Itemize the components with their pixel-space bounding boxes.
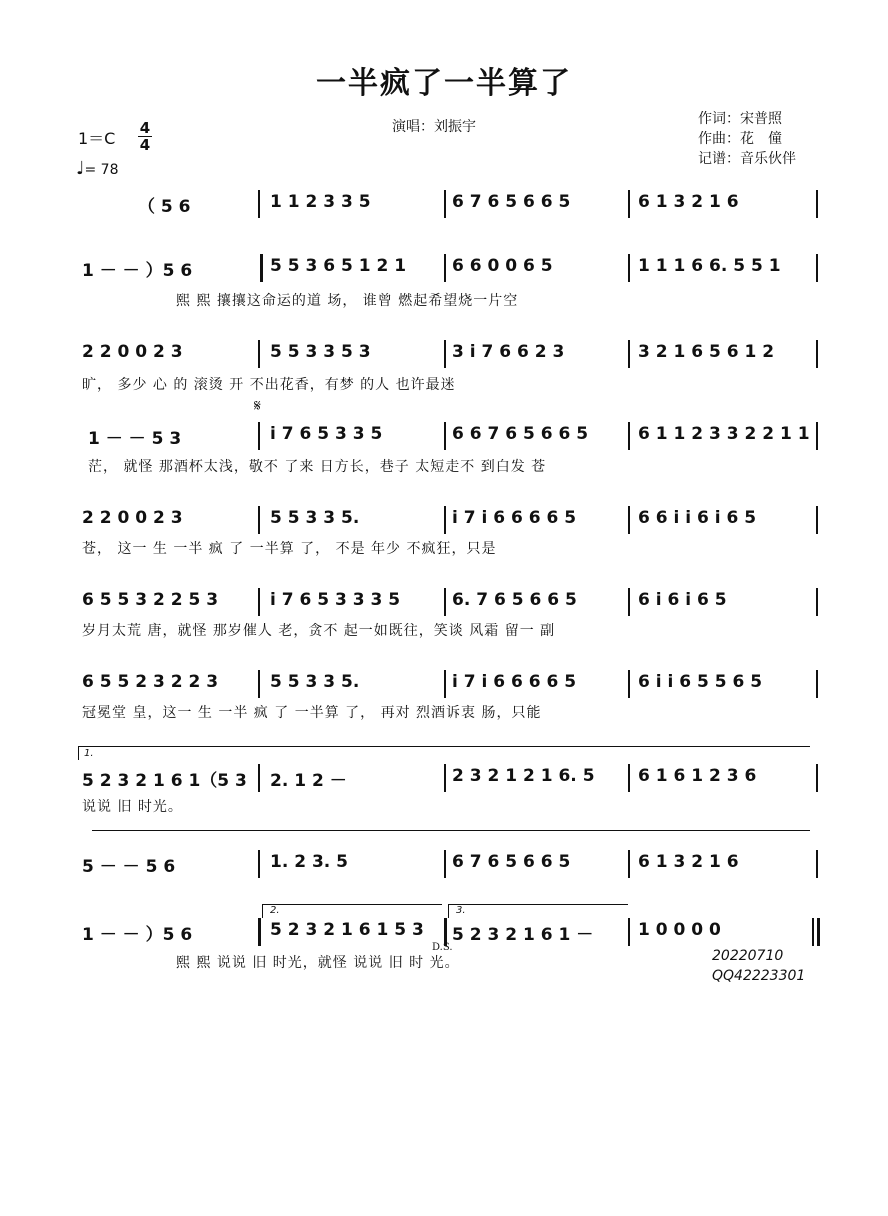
measure-7-2: 5 5 3 3 5. [270, 672, 360, 692]
song-title: 一半疯了一半算了 [316, 66, 572, 101]
tempo-marking [76, 158, 119, 179]
barline [444, 506, 446, 534]
lyrics-line-2: 熙 熙 攘攘这命运的道 场， 谁曾 燃起希望烧一片空 [176, 293, 519, 309]
volta-3-bracket-edge [448, 904, 449, 918]
volta-1-bracket-edge [78, 746, 79, 760]
measure-2-4: 1 1 1 6 6. 5 5 1 [638, 256, 781, 276]
repeat-start-barline [260, 254, 263, 282]
measure-9-2: 1. 2 3. 5 [270, 852, 348, 872]
section-divider [92, 830, 810, 831]
measure-1-1: （ 5 6 [138, 197, 191, 217]
lyrics-line-8: 说说 旧 时光。 [82, 799, 183, 815]
dal-segno-mark: D.S. [432, 942, 453, 953]
barline [444, 422, 446, 450]
measure-6-3: 6. 7 6 5 6 6 5 [452, 590, 577, 610]
measure-2-2: 5 5 3 6 5 1 2 1 [270, 256, 407, 276]
barline [258, 764, 260, 792]
volta-3-label: 3. [456, 905, 466, 916]
barline [258, 340, 260, 368]
volta-2-bracket [262, 904, 442, 905]
final-barline-thin [812, 918, 814, 946]
lyrics-line-6: 岁月太荒 唐，就怪 那岁催人 老，贪不 起一如既往，笑谈 风霜 留一 副 [82, 623, 556, 639]
barline [628, 670, 630, 698]
measure-6-4: 6 i 6 i 6 5 [638, 590, 727, 610]
measure-7-1: 6 5 5 2 3 2 2 3 [82, 672, 219, 692]
measure-5-2: 5 5 3 3 5. [270, 508, 360, 528]
measure-5-3: i 7 i 6 6 6 6 5 [452, 508, 577, 528]
composer-credit: 作曲：花 僮 [698, 131, 782, 147]
barline [628, 918, 630, 946]
measure-4-2: i 7 6 5 3 3 5 [270, 424, 383, 444]
measure-1-4: 6 1 3 2 1 6 [638, 192, 739, 212]
volta-2-bracket-edge [262, 904, 263, 918]
measure-10-2: 5 2 3 2 1 6 1 5 3 [270, 920, 424, 940]
measure-2-1: 1 － － ）5 6 [82, 261, 193, 281]
measure-9-4: 6 1 3 2 1 6 [638, 852, 739, 872]
barline [444, 670, 446, 698]
barline [258, 422, 260, 450]
barline [816, 506, 818, 534]
measure-9-1: 5 － － 5 6 [82, 857, 176, 877]
barline [628, 422, 630, 450]
measure-1-2: 1 1 2 3 3 5 [270, 192, 371, 212]
lyrics-line-7: 冠冕堂 皇，这一 生 一半 疯 了 一半算 了， 再对 烈酒诉衷 肠，只能 [82, 705, 542, 721]
barline [628, 506, 630, 534]
lyrics-line-5: 苍， 这一 生 一半 疯 了 一半算 了， 不是 年少 不疯狂，只是 [82, 541, 497, 557]
barline [444, 588, 446, 616]
barline [816, 422, 818, 450]
lyricist-credit: 作词：宋普照 [698, 111, 782, 127]
barline [258, 850, 260, 878]
barline [816, 254, 818, 282]
measure-10-3: 5 2 3 2 1 6 1 － [452, 925, 594, 945]
barline [444, 764, 446, 792]
measure-8-2: 2. 1 2 － [270, 771, 347, 791]
measure-3-2: 5 5 3 3 5 3 [270, 342, 371, 362]
final-barline-thick [817, 918, 820, 946]
measure-3-3: 3 i 7 6 6 2 3 [452, 342, 565, 362]
barline [628, 190, 630, 218]
barline [444, 254, 446, 282]
barline [628, 764, 630, 792]
volta-1-label: 1. [84, 748, 94, 759]
measure-9-3: 6 7 6 5 6 6 5 [452, 852, 571, 872]
barline [816, 850, 818, 878]
time-signature-top: 4 [139, 119, 151, 137]
barline [444, 340, 446, 368]
repeat-end-barline [258, 918, 261, 946]
measure-1-3: 6 7 6 5 6 6 5 [452, 192, 571, 212]
measure-4-4: 6 1 1 2 3 3 2 2 1 1 [638, 424, 810, 444]
measure-8-1: 5 2 3 2 1 6 1（5 3 [82, 771, 247, 791]
measure-7-3: i 7 i 6 6 6 6 5 [452, 672, 577, 692]
measure-6-2: i 7 6 5 3 3 3 5 [270, 590, 401, 610]
date-stamp: 20220710 [712, 948, 784, 964]
barline [628, 588, 630, 616]
qq-stamp: QQ42223301 [712, 968, 806, 984]
barline [816, 190, 818, 218]
measure-8-4: 6 1 6 1 2 3 6 [638, 766, 757, 786]
transcriber-credit: 记谱：音乐伙伴 [698, 151, 796, 167]
measure-4-3: 6 6 7 6 5 6 6 5 [452, 424, 589, 444]
barline [816, 670, 818, 698]
volta-2-label: 2. [270, 905, 280, 916]
barline [258, 506, 260, 534]
barline [444, 850, 446, 878]
barline [628, 254, 630, 282]
measure-8-3: 2 3 2 1 2 1 6. 5 [452, 766, 595, 786]
barline [258, 670, 260, 698]
singer-credit: 演唱：刘振宇 [392, 119, 476, 135]
barline [816, 588, 818, 616]
tempo-value: = 78 [84, 162, 119, 178]
volta-3-bracket [448, 904, 628, 905]
lyrics-line-10: 熙 熙 说说 旧 时光，就怪 说说 旧 时 光。 [176, 955, 460, 971]
lyrics-line-4: 茫， 就怪 那酒杯太浅，敬不 了来 日方长，巷子 太短走不 到白发 苍 [88, 459, 547, 475]
measure-3-1: 2 2 0 0 2 3 [82, 342, 183, 362]
barline [258, 588, 260, 616]
measure-6-1: 6 5 5 3 2 2 5 3 [82, 590, 219, 610]
barline [628, 850, 630, 878]
measure-5-1: 2 2 0 0 2 3 [82, 508, 183, 528]
barline [816, 764, 818, 792]
measure-7-4: 6 i i 6 5 5 6 5 [638, 672, 763, 692]
barline [444, 190, 446, 218]
time-signature-bottom: 4 [139, 136, 151, 154]
segno-icon: 𝄋 [254, 396, 261, 415]
measure-2-3: 6 6 0 0 6 5 [452, 256, 553, 276]
volta-1-bracket [78, 746, 810, 747]
quarter-note-icon: ♩ [76, 158, 85, 179]
measure-3-4: 3 2 1 6 5 6 1 2 [638, 342, 775, 362]
measure-4-1: 1 － － 5 3 [88, 429, 182, 449]
measure-10-1: 1 － － ）5 6 [82, 925, 193, 945]
time-signature [138, 120, 152, 153]
measure-5-4: 6 6 i i 6 i 6 5 [638, 508, 757, 528]
barline [816, 340, 818, 368]
measure-10-4: 1 0 0 0 0 [638, 920, 721, 940]
key-signature: 1＝C [78, 129, 116, 148]
barline [258, 190, 260, 218]
lyrics-line-3: 旷， 多少 心 的 滚烫 开 不出花香，有梦 的人 也许最迷 [82, 377, 456, 393]
barline [628, 340, 630, 368]
